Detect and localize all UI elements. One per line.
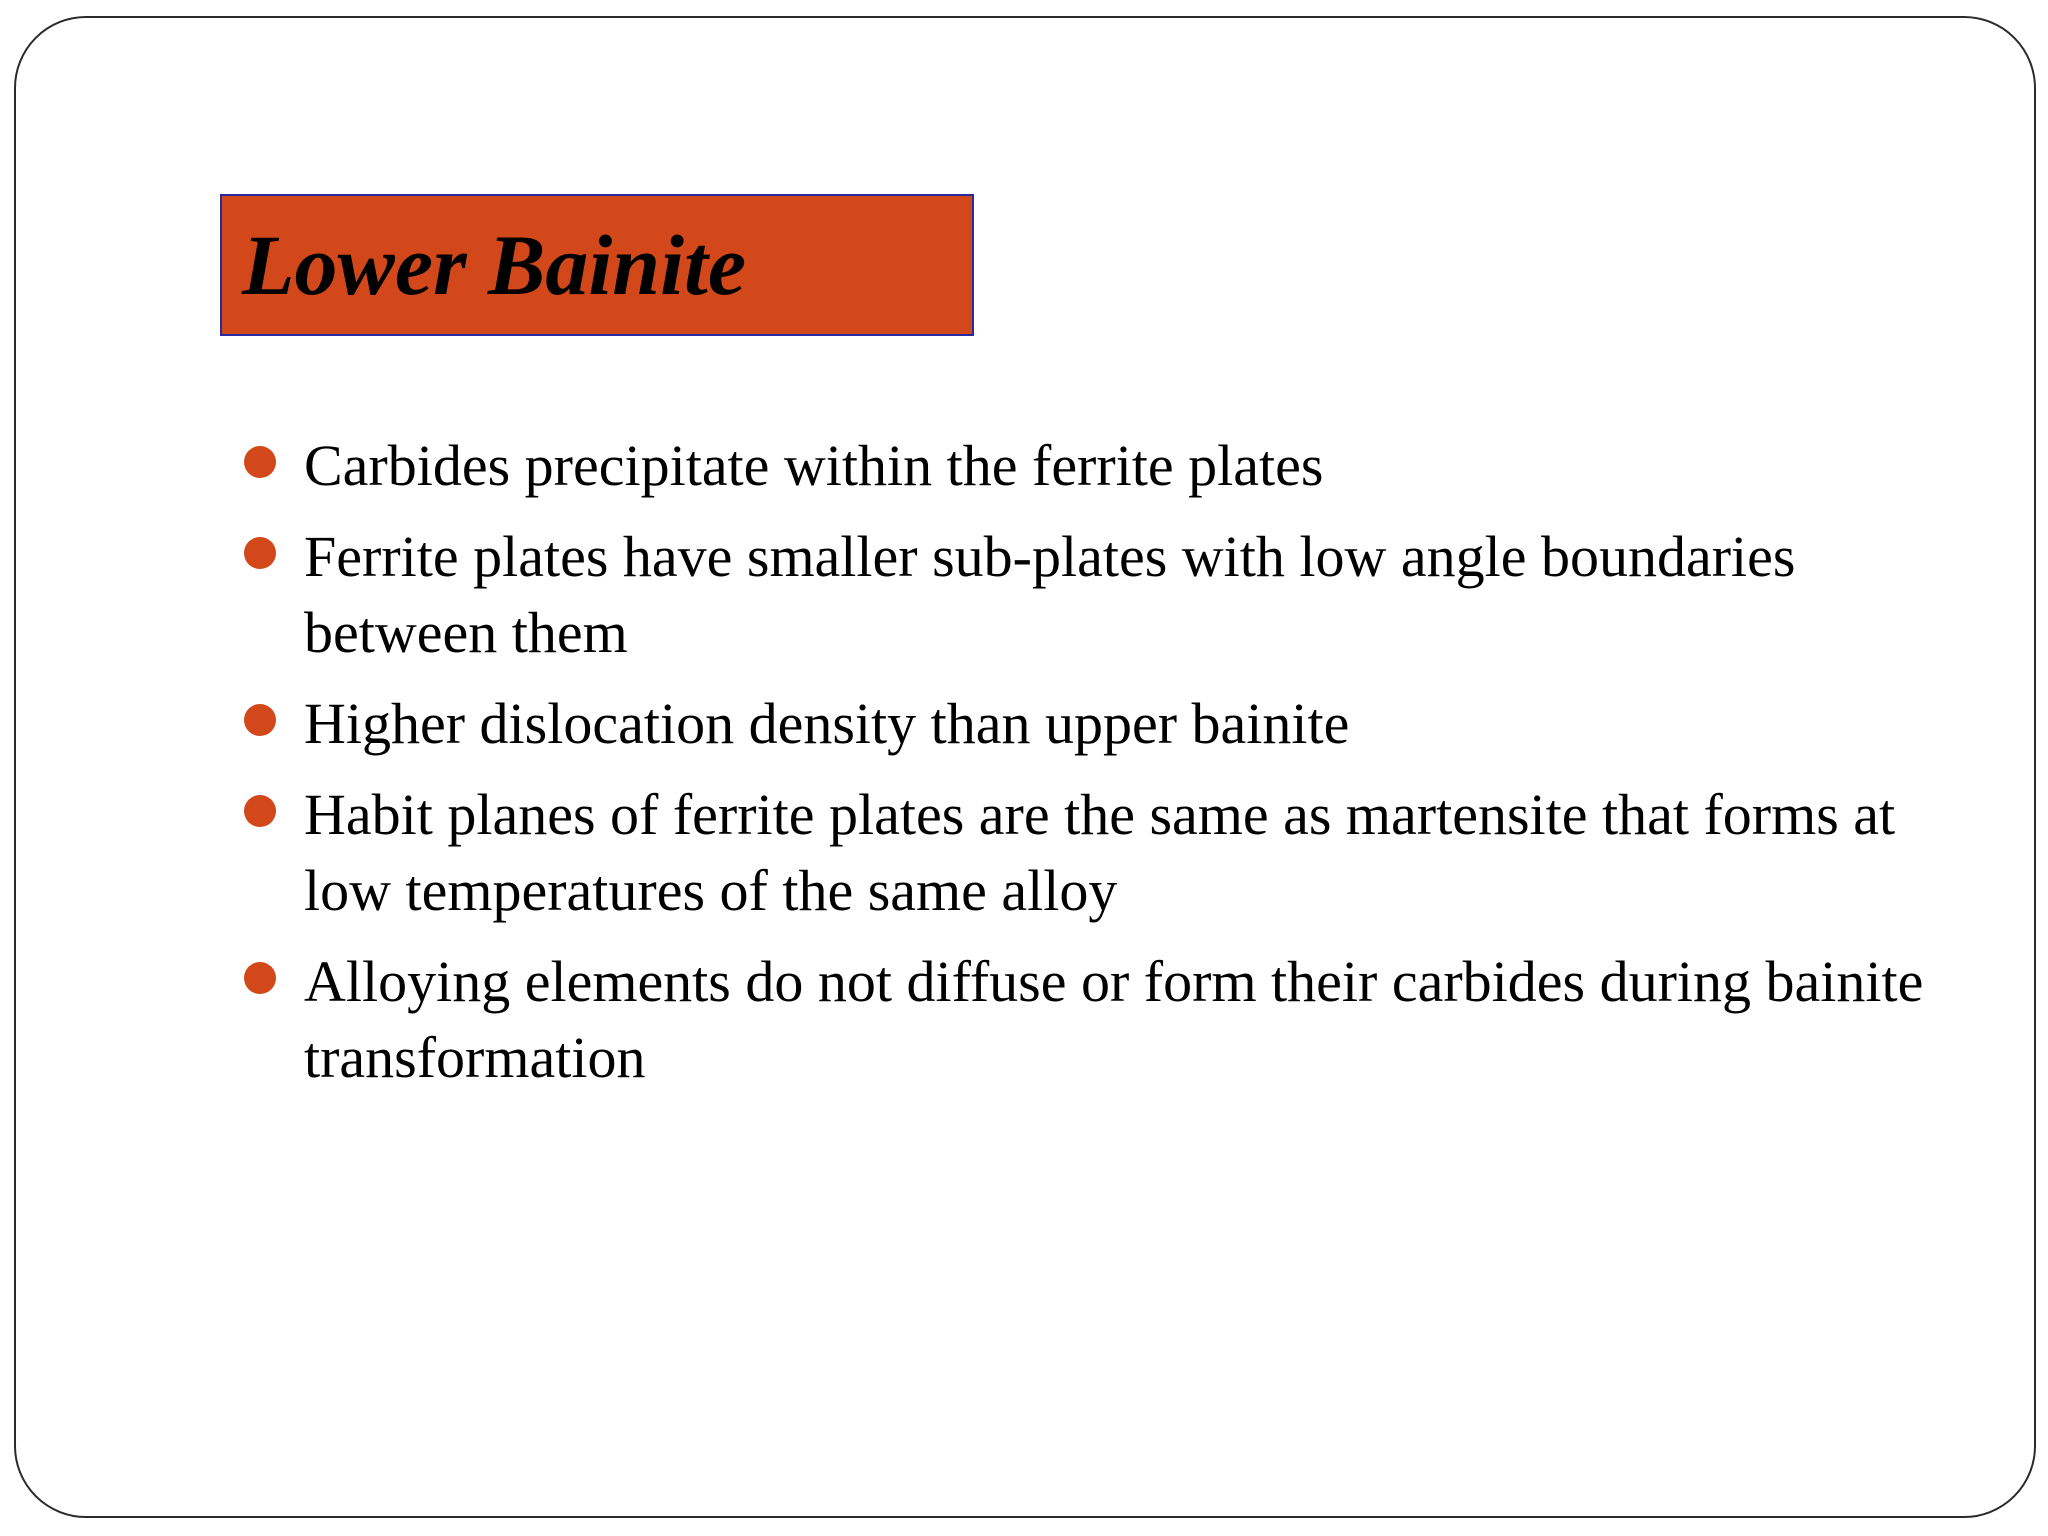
bullet-dot-icon — [244, 962, 276, 994]
bullet-item — [242, 686, 1942, 762]
bullet-item — [242, 944, 1942, 1096]
title-box — [220, 194, 974, 336]
bullet-dot-icon — [244, 704, 276, 736]
bullet-text: Carbides precipitate within the ferrite plates — [304, 433, 1324, 498]
bullet-item — [242, 519, 1942, 671]
bullet-text: Ferrite plates have smaller sub-plates with low angle boundaries between them — [304, 524, 1796, 665]
bullet-item — [242, 777, 1942, 929]
bullet-text: Higher dislocation density than upper bainite — [304, 691, 1350, 756]
slide-frame — [14, 16, 2036, 1518]
bullet-text: Alloying elements do not diffuse or form their carbides during bainite transformation — [304, 949, 1924, 1090]
bullet-dot-icon — [244, 795, 276, 827]
bullet-list — [242, 428, 1942, 1111]
bullet-dot-icon — [244, 446, 276, 478]
slide-title: Lower Bainite — [242, 217, 747, 313]
bullet-text: Habit planes of ferrite plates are the same as martensite that forms at low temperatures of the same alloy — [304, 782, 1896, 923]
bullet-item — [242, 428, 1942, 504]
bullet-dot-icon — [244, 537, 276, 569]
